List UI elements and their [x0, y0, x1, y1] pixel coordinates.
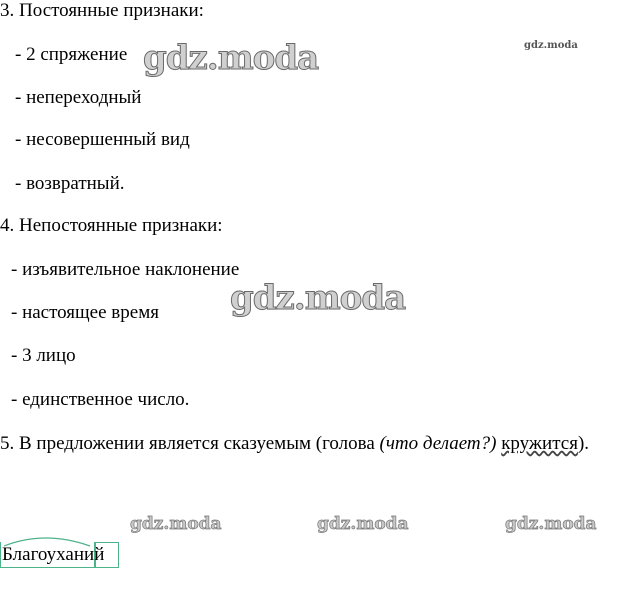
feature-number: - единственное число.: [11, 389, 190, 410]
watermark-logo-small: gdz.moda: [524, 40, 578, 51]
feature-intransitive: - непереходный: [15, 87, 142, 108]
sentence-suffix: ).: [577, 433, 590, 454]
feature-mood: - изъявительное наклонение: [11, 259, 240, 280]
sentence-question: (что делает?): [379, 433, 497, 454]
watermark-logo: gdz.moda: [143, 38, 319, 78]
parsed-word: [2, 544, 104, 566]
feature-person: - 3 лицо: [11, 345, 76, 366]
heading-permanent-features: 3. Постоянные признаки:: [0, 0, 204, 21]
feature-reflexive: - возвратный.: [15, 173, 125, 194]
sentence-predicate: кружится: [501, 433, 578, 454]
watermark-logo: gdz.moda: [317, 514, 409, 534]
feature-aspect: - несовершенный вид: [15, 129, 190, 150]
feature-conjugation: - 2 спряжение: [15, 44, 128, 65]
watermark-logo: gdz.moda: [505, 514, 597, 534]
sentence-prefix: 5. В предложении является сказуемым (голова: [0, 433, 380, 454]
watermark-logo: gdz.moda: [130, 514, 222, 534]
word-stem: Благоухан: [2, 544, 85, 565]
feature-tense: - настоящее время: [11, 302, 159, 323]
watermark-logo: gdz.moda: [230, 278, 406, 318]
word-ending: ий: [84, 544, 105, 565]
heading-nonpermanent-features: 4. Непостоянные признаки:: [0, 215, 223, 236]
syntax-role-paragraph: [0, 430, 622, 458]
